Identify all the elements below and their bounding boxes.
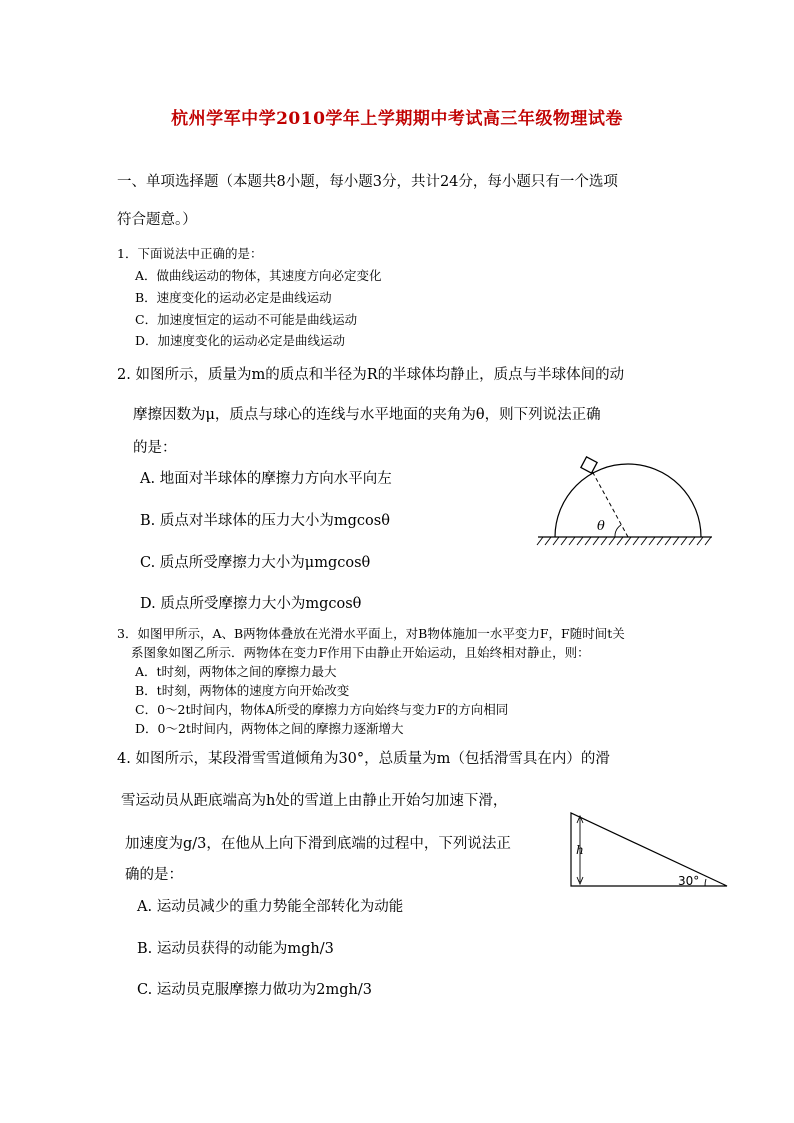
section-heading-line2: 符合题意。） [117, 212, 197, 228]
q3-option-d: D．0～2t时间内，两物体之间的摩擦力逐渐增大 [135, 721, 404, 736]
slope-triangle [571, 813, 727, 886]
hemisphere-arc [555, 464, 701, 537]
q2-option-b: B. 质点对半球体的压力大小为mgcosθ [140, 513, 390, 529]
q1-option-d: D．加速度变化的运动必定是曲线运动 [135, 333, 346, 348]
q2-option-a: A. 地面对半球体的摩擦力方向水平向左 [140, 471, 392, 487]
q1-option-a: A．做曲线运动的物体，其速度方向必定变化 [135, 268, 382, 283]
q4-stem-line2: 雪运动员从距底端高为h处的雪道上由静止开始匀加速下滑， [121, 793, 508, 809]
q4-stem-line1: 4. 如图所示，某段滑雪雪道倾角为30°，总质量为m（包括滑雪具在内）的滑 [117, 751, 610, 767]
hemisphere-figure [535, 455, 715, 550]
angle-arc [705, 879, 706, 886]
ground-hatching [537, 537, 711, 545]
height-label: h [576, 843, 584, 857]
q1-option-c: C．加速度恒定的运动不可能是曲线运动 [135, 312, 358, 327]
q2-option-c: C. 质点所受摩擦力大小为μmgcosθ [140, 555, 371, 571]
theta-label: θ [597, 519, 605, 534]
q2-option-d: D. 质点所受摩擦力大小为mgcosθ [140, 596, 362, 612]
exam-title: 杭州学军中学2010学年上学期期中考试高三年级物理试卷 [171, 109, 623, 129]
angle-label: 30° [678, 874, 700, 888]
q4-stem-line4: 确的是： [125, 867, 183, 883]
q3-stem-line1: 3．如图甲所示，A、B两物体叠放在光滑水平面上，对B物体施加一水平变力F，F随时间t关 [117, 626, 625, 641]
particle-block [581, 457, 597, 473]
q3-option-b: B．t时刻，两物体的速度方向开始改变 [135, 683, 350, 698]
q2-stem-line2: 摩擦因数为μ，质点与球心的连线与水平地面的夹角为θ，则下列说法正确 [133, 407, 601, 423]
q4-stem-line3: 加速度为g/3，在他从上向下滑到底端的过程中，下列说法正 [125, 836, 511, 852]
q2-stem-line1: 2. 如图所示，质量为m的质点和半径为R的半球体均静止，质点与半球体间的动 [117, 367, 625, 383]
q3-option-a: A．t时刻，两物体之间的摩擦力最大 [135, 664, 337, 679]
q3-option-c: C．0～2t时间内，物体A所受的摩擦力方向始终与变力F的方向相同 [135, 702, 509, 717]
q1-option-b: B．速度变化的运动必定是曲线运动 [135, 290, 332, 305]
q3-stem-line2: 系图象如图乙所示．两物体在变力F作用下由静止开始运动，且始终相对静止，则： [131, 645, 590, 660]
theta-arc [615, 525, 621, 537]
q1-stem: 1．下面说法中正确的是： [117, 246, 263, 261]
q2-stem-line3: 的是： [133, 440, 177, 456]
section-heading-line1: 一、单项选择题（本题共8小题，每小题3分，共计24分，每小题只有一个选项 [117, 174, 618, 190]
q4-option-c: C. 运动员克服摩擦力做功为2mgh/3 [137, 982, 373, 998]
q4-option-a: A. 运动员减少的重力势能全部转化为动能 [137, 899, 404, 915]
slope-figure [565, 810, 735, 890]
q4-option-b: B. 运动员获得的动能为mgh/3 [137, 941, 334, 957]
